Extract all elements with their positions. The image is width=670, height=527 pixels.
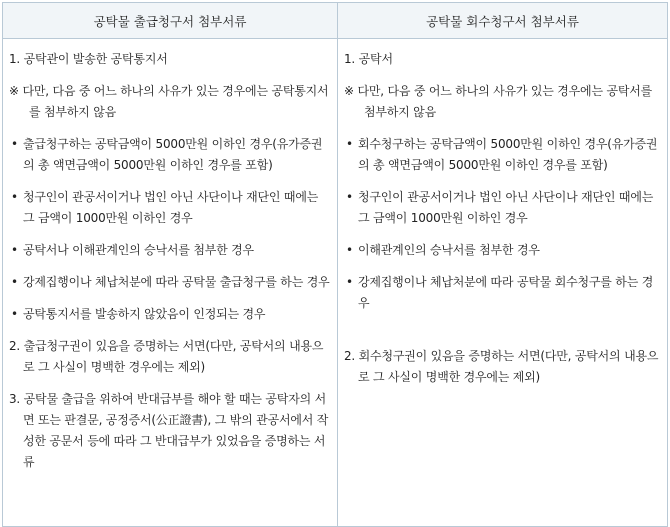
header-recovery: 공탁물 회수청구서 첨부서류 [338, 3, 668, 39]
bullet-dot: • [346, 243, 353, 257]
withdrawal-bullet: • 청구인이 관공서이거나 법인 아닌 사단이나 재단인 때에는 그 금액이 1000만원 이하인 경우 [9, 187, 332, 229]
recovery-bullet: • 회수청구하는 공탁금액이 5000만원 이하인 경우(유가증권의 총 액면금액이 5000만원 이하인 경우를 포함) [344, 134, 662, 176]
bullet-dot: • [11, 307, 18, 321]
bullet-dot: • [346, 137, 353, 151]
withdrawal-bullet: • 공탁서나 이해관계인의 승낙서를 첨부한 경우 [9, 240, 332, 261]
recovery-item-2: 2. 회수청구권이 있음을 증명하는 서면(다만, 공탁서의 내용으로 그 사실이 명백한 경우에는 제외) [344, 349, 659, 384]
withdrawal-column [3, 39, 338, 527]
bullet-dot: • [11, 190, 18, 204]
bullet-dot: • [346, 275, 353, 289]
attachment-comparison-table [2, 2, 668, 527]
withdrawal-bullet: • 강제집행이나 체납처분에 따라 공탁물 출급청구를 하는 경우 [9, 272, 332, 293]
bullet-dot: • [11, 137, 18, 151]
recovery-item-1: 1. 공탁서 [344, 52, 393, 66]
bullet-dot: • [11, 275, 18, 289]
withdrawal-item-3: 3. 공탁물 출급을 위하여 반대급부를 해야 할 때는 공탁자의 서면 또는 판결문, 공정증서(公正證書), 그 밖의 관공서에서 작성한 공문서 등에 따라 그 반대급부가 있었음을 증명하는 서류 [9, 392, 329, 469]
recovery-bullet: • 청구인이 관공서이거나 법인 아닌 사단이나 재단인 때에는 그 금액이 1000만원 이하인 경우 [344, 187, 662, 229]
withdrawal-bullet: • 공탁통지서를 발송하지 않았음이 인정되는 경우 [9, 304, 332, 325]
header-withdrawal: 공탁물 출급청구서 첨부서류 [3, 3, 338, 39]
withdrawal-item-2: 2. 출급청구권이 있음을 증명하는 서면(다만, 공탁서의 내용으로 그 사실이 명백한 경우에는 제외) [9, 339, 324, 374]
withdrawal-note: ※ 다만, 다음 중 어느 하나의 사유가 있는 경우에는 공탁통지서를 첨부하지 않음 [9, 84, 329, 119]
bullet-dot: • [346, 190, 353, 204]
bullet-dot: • [11, 243, 18, 257]
recovery-column [338, 39, 668, 527]
content-row [3, 39, 668, 527]
recovery-bullet: • 강제집행이나 체납처분에 따라 공탁물 회수청구를 하는 경우 [344, 272, 662, 314]
withdrawal-bullet: • 출급청구하는 공탁금액이 5000만원 이하인 경우(유가증권의 총 액면금액이 5000만원 이하인 경우를 포함) [9, 134, 332, 176]
header-row [3, 3, 668, 39]
withdrawal-item-1: 1. 공탁관이 발송한 공탁통지서 [9, 52, 168, 66]
recovery-note: ※ 다만, 다음 중 어느 하나의 사유가 있는 경우에는 공탁서를 첨부하지 않음 [344, 84, 653, 119]
recovery-bullet: • 이해관계인의 승낙서를 첨부한 경우 [344, 240, 662, 261]
